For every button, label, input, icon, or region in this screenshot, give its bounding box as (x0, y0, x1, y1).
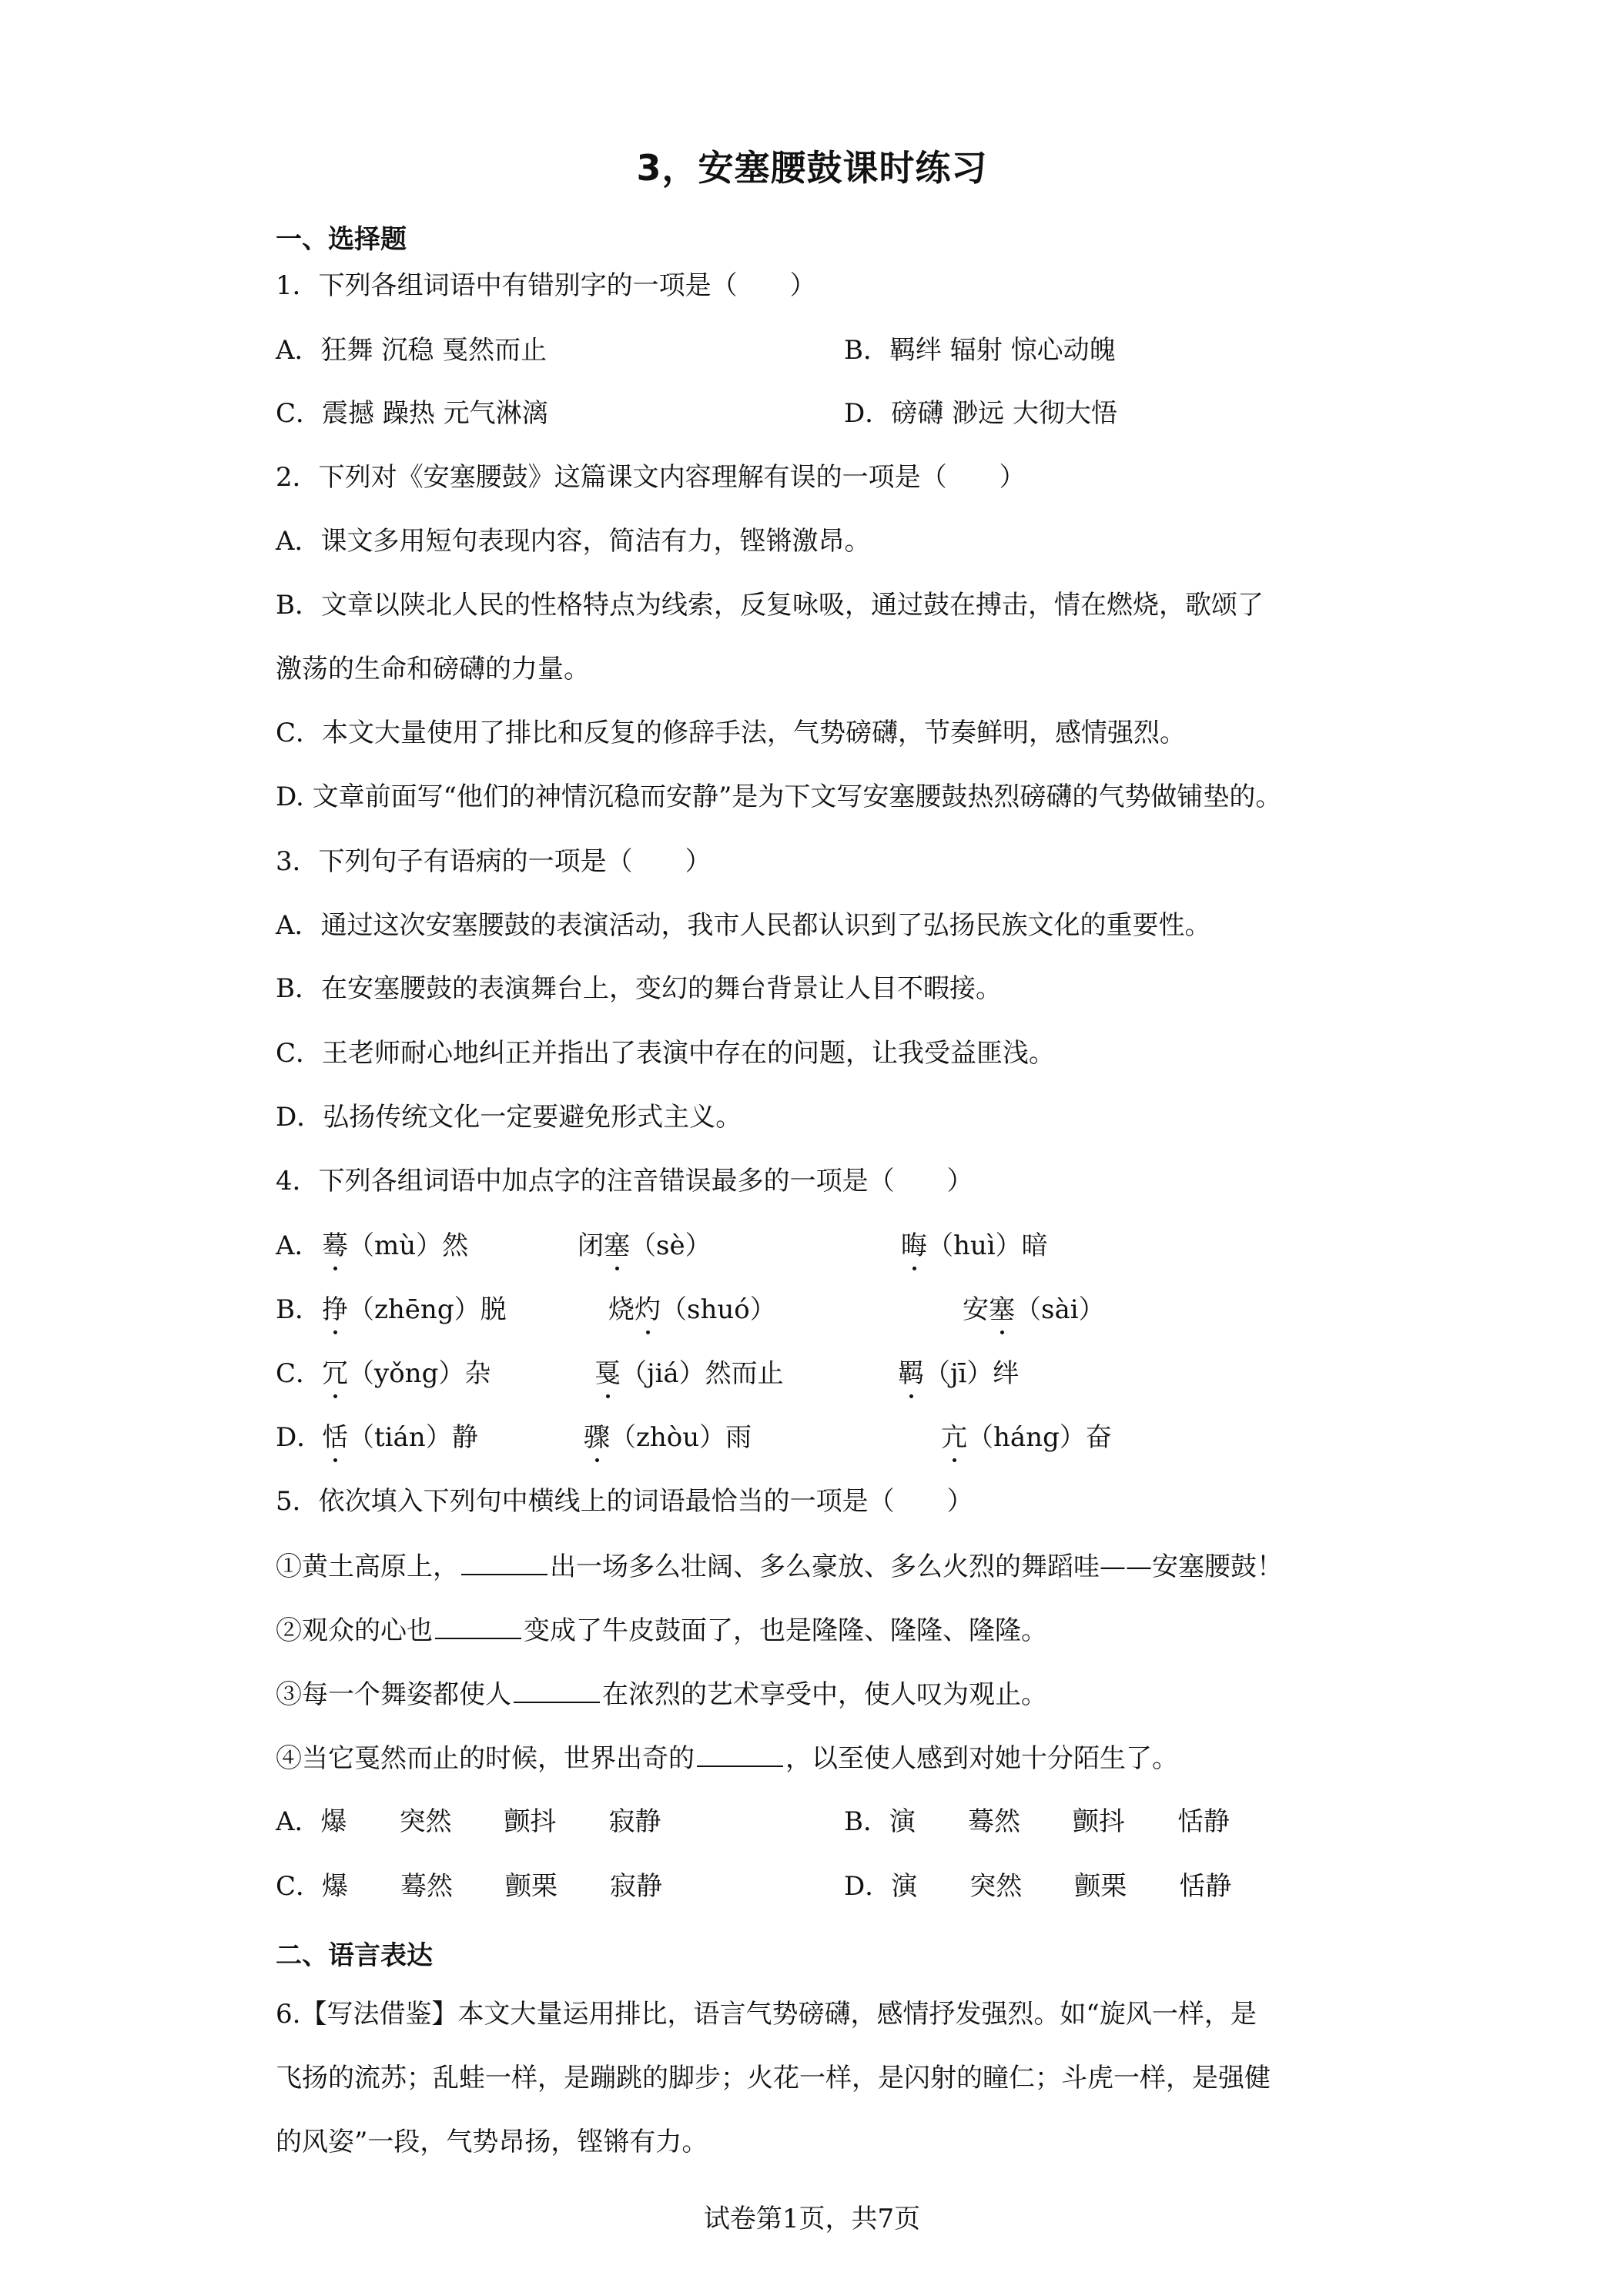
question-4-option-b-item1 (322, 1294, 507, 1325)
dotted-char: 骤 (584, 1422, 610, 1453)
question-4-option-d-item2 (584, 1422, 752, 1453)
question-4-option-c-item3 (898, 1358, 1019, 1389)
question-3-option-a: A．通过这次安塞腰鼓的表演活动，我市人民都认识到了弘扬民族文化的重要性。 (276, 910, 1211, 941)
question-4-option-a-label: A． (276, 1230, 321, 1261)
dotted-char: 恬 (322, 1422, 348, 1453)
question-1-option-a: A．狂舞 沉稳 戛然而止 (276, 335, 547, 366)
question-2-option-b-line2: 激荡的生命和磅礴的力量。 (276, 654, 590, 684)
question-4-option-a-item2 (578, 1230, 712, 1261)
pinyin-text: （yǒng）杂 (348, 1358, 491, 1389)
dotted-char: 挣 (322, 1294, 348, 1325)
question-6-line-1: 6.【写法借鉴】本文大量运用排比，语言气势磅礴，感情抒发强烈。如“旋风一样，是 (276, 1999, 1257, 2030)
char-text: 烧 (608, 1294, 635, 1325)
dotted-char: 晦 (901, 1230, 927, 1261)
dotted-char: 灼 (635, 1294, 661, 1325)
pinyin-text: （zhēng）脱 (348, 1294, 507, 1325)
question-1-option-c: C．震撼 躁热 元气淋漓 (276, 398, 548, 429)
pinyin-text: （sài） (1015, 1294, 1105, 1325)
sentence-text: ③每一个舞姿都使人 (276, 1679, 511, 1710)
pinyin-text: （jiá）然而止 (621, 1358, 784, 1389)
question-5-stem: 5．依次填入下列句中横线上的词语最恰当的一项是（ ） (276, 1486, 973, 1517)
pinyin-text: （jī）绊 (924, 1358, 1020, 1389)
pinyin-text: （huì）暗 (927, 1230, 1048, 1261)
question-4-option-b-label: B． (276, 1294, 321, 1325)
dotted-char: 冗 (322, 1358, 348, 1389)
fill-blank (514, 1678, 600, 1703)
question-4-option-b-item2 (608, 1294, 776, 1325)
question-3-option-c: C．王老师耐心地纠正并指出了表演中存在的问题，让我受益匪浅。 (276, 1038, 1056, 1069)
dotted-char: 蓦 (322, 1230, 348, 1261)
dotted-char: 羁 (898, 1358, 924, 1389)
sentence-text: 在浓烈的艺术享受中，使人叹为观止。 (602, 1679, 1047, 1710)
fill-blank (461, 1551, 547, 1575)
question-4-option-b-item3 (963, 1294, 1105, 1325)
question-4-option-a-item3 (901, 1230, 1048, 1261)
sentence-text: ，以至使人感到对她十分陌生了。 (785, 1743, 1178, 1774)
question-3-option-d: D．弘扬传统文化一定要避免形式主义。 (276, 1102, 742, 1133)
dotted-char: 亢 (941, 1422, 967, 1453)
question-5-sentence-4 (276, 1742, 1178, 1774)
question-4-option-d-item3 (941, 1422, 1112, 1453)
pinyin-text: （mù）然 (348, 1230, 469, 1261)
pinyin-text: （zhòu）雨 (610, 1422, 752, 1453)
question-3-stem: 3．下列句子有语病的一项是（ ） (276, 846, 712, 877)
question-1-stem: 1．下列各组词语中有错别字的一项是（ ） (276, 270, 816, 301)
sentence-text: ④当它戛然而止的时候，世界出奇的 (276, 1743, 695, 1774)
question-5-option-a: A．爆 突然 颤抖 寂静 (276, 1806, 661, 1837)
question-2-option-c: C．本文大量使用了排比和反复的修辞手法，气势磅礴，节奏鲜明，感情强烈。 (276, 718, 1187, 748)
char-text: 闭 (578, 1230, 604, 1261)
sentence-text: ②观众的心也 (276, 1615, 433, 1646)
question-4-option-d-item1 (322, 1422, 478, 1453)
dotted-char: 戛 (594, 1358, 621, 1389)
question-4-option-a-item1 (322, 1230, 468, 1261)
sentence-text: ①黄土高原上， (276, 1551, 459, 1582)
question-5-sentence-3 (276, 1678, 1047, 1710)
section-heading-language: 二、语言表达 (276, 1940, 433, 1971)
page-footer: 试卷第1页，共7页 (703, 2204, 921, 2234)
dotted-char: 塞 (604, 1230, 630, 1261)
question-6-line-2: 飞扬的流苏；乱蛙一样，是蹦跳的脚步；火花一样，是闪射的瞳仁；斗虎一样，是强健 (276, 2063, 1271, 2094)
section-heading-choice: 一、选择题 (276, 224, 407, 255)
dotted-char: 塞 (989, 1294, 1015, 1325)
question-2-stem: 2．下列对《安塞腰鼓》这篇课文内容理解有误的一项是（ ） (276, 462, 1026, 493)
question-4-option-c-label: C． (276, 1358, 323, 1389)
fill-blank (435, 1615, 521, 1639)
question-4-option-c-item1 (322, 1358, 491, 1389)
question-1-option-b: B．羁绊 辐射 惊心动魄 (844, 335, 1116, 366)
question-2-option-a: A．课文多用短句表现内容，简洁有力，铿锵激昂。 (276, 526, 871, 557)
question-5-option-b: B．演 蓦然 颤抖 恬静 (844, 1806, 1230, 1837)
question-2-option-d: D. 文章前面写“他们的神情沉稳而安静”是为下文写安塞腰鼓热烈磅礴的气势做铺垫的。 (276, 782, 1282, 812)
question-1-option-d: D．磅礴 渺远 大彻大悟 (844, 398, 1117, 429)
question-5-sentence-2 (276, 1615, 1047, 1646)
fill-blank (697, 1742, 783, 1767)
question-4-option-c-item2 (594, 1358, 784, 1389)
question-3-option-b: B．在安塞腰鼓的表演舞台上，变幻的舞台背景让人目不暇接。 (276, 973, 1002, 1004)
pinyin-text: （sè） (630, 1230, 712, 1261)
question-6-line-3: 的风姿”一段，气势昂扬，铿锵有力。 (276, 2127, 708, 2157)
sentence-text: 出一场多么壮阔、多么豪放、多么火烈的舞蹈哇——安塞腰鼓！ (550, 1551, 1283, 1582)
sentence-text: 变成了牛皮鼓面了，也是隆隆、隆隆、隆隆。 (524, 1615, 1047, 1646)
question-2-option-b-line1: B．文章以陕北人民的性格特点为线索，反复咏吸，通过鼓在搏击，情在燃烧，歌颂了 (276, 590, 1264, 621)
pinyin-text: （tián）静 (348, 1422, 478, 1453)
question-5-option-c: C．爆 蓦然 颤栗 寂静 (276, 1871, 663, 1902)
question-5-sentence-1 (276, 1551, 1283, 1582)
question-4-stem: 4．下列各组词语中加点字的注音错误最多的一项是（ ） (276, 1166, 973, 1197)
page-title: 3，安塞腰鼓课时练习 (636, 147, 988, 189)
pinyin-text: （háng）奋 (967, 1422, 1112, 1453)
question-4-option-d-label: D． (276, 1422, 323, 1453)
pinyin-text: （shuó） (661, 1294, 776, 1325)
char-text: 安 (963, 1294, 989, 1325)
question-5-option-d: D．演 突然 颤栗 恬静 (844, 1871, 1232, 1902)
